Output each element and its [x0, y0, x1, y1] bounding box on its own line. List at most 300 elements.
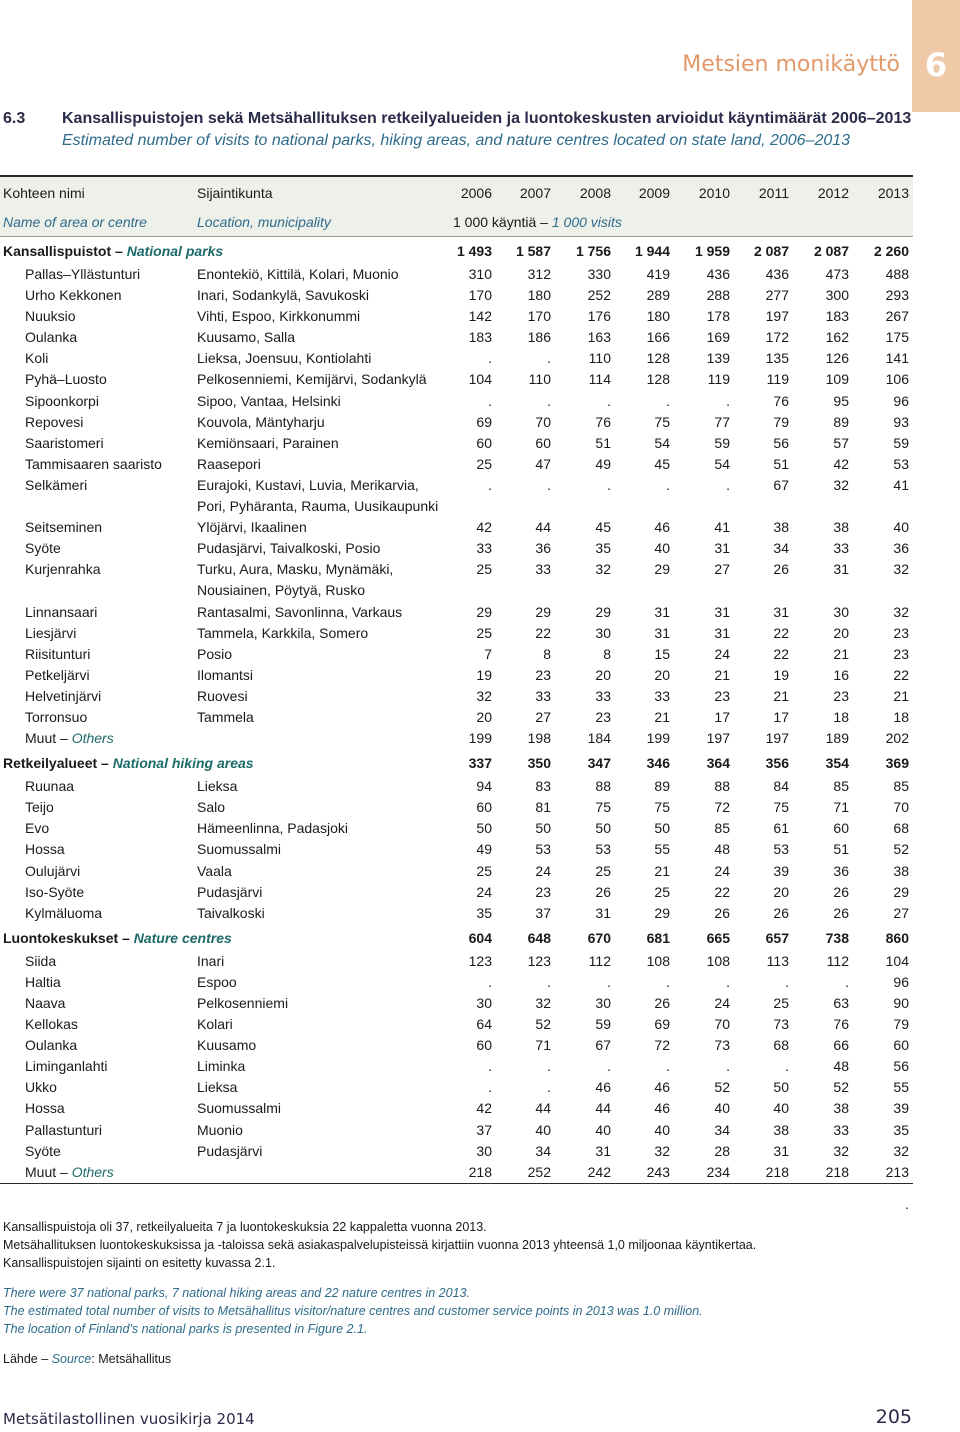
value-cell: 31 — [654, 603, 670, 620]
value-cell: 19 — [773, 666, 789, 683]
value-cell: 170 — [468, 287, 492, 304]
row-name-fi: Linnansaari — [25, 603, 98, 620]
table-row — [0, 903, 913, 924]
value-cell: 40 — [654, 1121, 670, 1138]
row-location: Raasepori — [197, 455, 261, 472]
value-cell: . — [547, 350, 551, 367]
value-cell: 20 — [476, 708, 492, 725]
row-name-fi: Tammisaaren saaristo — [25, 455, 162, 472]
row-location: Suomussalmi — [197, 841, 282, 858]
value-cell: . — [488, 392, 492, 409]
dash-separator: – — [56, 730, 72, 747]
row-name — [25, 519, 102, 535]
row-name-fi: Iso-Syöte — [25, 883, 85, 900]
value-cell: . — [785, 1058, 789, 1075]
table-row — [0, 707, 913, 728]
table-number: 6.3 — [3, 110, 26, 127]
table-row — [0, 285, 913, 306]
value-cell: 50 — [773, 1079, 789, 1096]
value-cell: 126 — [825, 350, 849, 367]
value-cell: 170 — [527, 308, 551, 325]
value-cell: . — [488, 1058, 492, 1075]
row-location: Pudasjärvi — [197, 1142, 263, 1159]
value-cell: 30 — [833, 603, 849, 620]
value-cell: 52 — [893, 841, 909, 858]
section-total-cell: 860 — [885, 929, 909, 946]
row-location-continued: Pori, Pyhäranta, Rauma, Uusikaupunki — [197, 497, 439, 514]
row-name-fi: Helvetinjärvi — [25, 687, 102, 704]
row-name-fi: Nuuksio — [25, 308, 76, 325]
value-cell: . — [607, 973, 611, 990]
value-cell: 197 — [706, 730, 730, 747]
row-location: Muonio — [197, 1121, 243, 1138]
value-cell: 108 — [706, 952, 730, 969]
value-cell: 38 — [893, 862, 909, 879]
value-cell: 47 — [535, 455, 551, 472]
value-cell: 45 — [654, 455, 670, 472]
value-cell: 300 — [825, 287, 849, 304]
value-cell: 33 — [535, 687, 551, 704]
value-cell: 46 — [654, 1100, 670, 1117]
value-cell: 24 — [714, 645, 730, 662]
table-row — [0, 665, 913, 686]
section-total-cell: 738 — [825, 929, 849, 946]
row-location: Tammela, Karkkila, Somero — [197, 624, 369, 641]
dash-separator: – — [56, 1163, 72, 1180]
row-name — [25, 287, 122, 303]
row-name — [25, 820, 49, 836]
value-cell: 35 — [595, 540, 611, 557]
value-cell: 183 — [468, 329, 492, 346]
row-name — [25, 799, 54, 815]
value-cell: 30 — [476, 995, 492, 1011]
value-cell: 52 — [714, 1079, 730, 1096]
value-cell: 59 — [893, 434, 909, 451]
value-cell: 119 — [707, 371, 730, 388]
value-cell: . — [547, 476, 551, 493]
value-cell: 33 — [833, 1121, 849, 1138]
row-name-fi: Muut — [25, 730, 57, 747]
row-name — [25, 414, 83, 430]
row-name — [25, 646, 90, 662]
source-label-fi: Lähde – — [3, 1352, 49, 1366]
value-cell: 53 — [773, 841, 789, 858]
table-row — [0, 433, 913, 454]
value-cell: . — [666, 973, 670, 990]
page-number: 205 — [875, 1406, 912, 1428]
value-cell: 267 — [885, 308, 909, 325]
value-cell: 277 — [765, 287, 789, 304]
visits-table — [0, 175, 913, 1184]
row-location: Lieksa — [197, 1079, 238, 1096]
value-cell: 40 — [535, 1121, 551, 1138]
row-location: Rantasalmi, Savonlinna, Varkaus — [197, 603, 403, 620]
value-cell: . — [547, 1058, 551, 1075]
value-cell: 289 — [646, 287, 670, 304]
value-cell: 30 — [595, 624, 611, 641]
section-name — [3, 755, 254, 771]
table-row — [0, 728, 913, 749]
value-cell: 31 — [595, 1142, 611, 1159]
row-name-fi: Seitseminen — [25, 519, 103, 536]
value-cell: 436 — [706, 266, 730, 282]
row-name — [25, 1016, 78, 1032]
table-row — [0, 454, 913, 475]
value-cell: 68 — [893, 820, 909, 837]
section-name-en: National parks — [126, 243, 224, 259]
value-cell: 21 — [773, 687, 789, 704]
value-cell: 96 — [893, 973, 909, 990]
header-row-fi — [0, 177, 913, 212]
value-cell: 72 — [654, 1037, 670, 1054]
value-cell: 31 — [714, 624, 730, 641]
row-location: Vihti, Espoo, Kirkkonummi — [197, 308, 361, 325]
row-name-fi: Muut — [25, 1163, 57, 1180]
value-cell: 330 — [587, 266, 611, 282]
value-cell: 21 — [833, 645, 849, 662]
value-cell: 76 — [595, 413, 611, 430]
row-name-fi: Riisitunturi — [25, 645, 91, 662]
row-location: Lieksa — [197, 778, 238, 795]
value-cell: 84 — [773, 778, 789, 795]
row-name-fi: Petkeljärvi — [25, 666, 90, 683]
value-cell: 112 — [826, 952, 849, 969]
section-name-fi: Kansallispuistot — [3, 243, 112, 259]
value-cell: 50 — [654, 820, 670, 837]
row-location: Posio — [197, 645, 233, 662]
row-name — [25, 477, 87, 493]
value-cell: 95 — [833, 392, 849, 409]
row-name — [25, 1037, 77, 1053]
value-cell: 22 — [714, 883, 730, 900]
row-location: Pudasjärvi — [197, 883, 263, 900]
value-cell: 310 — [468, 266, 492, 282]
value-cell: 31 — [773, 1142, 789, 1159]
value-cell: 40 — [595, 1121, 611, 1138]
value-cell: 38 — [833, 519, 849, 536]
row-name-fi: Oulujärvi — [25, 862, 81, 879]
value-cell: 72 — [714, 799, 730, 816]
table-row — [0, 264, 913, 285]
value-cell: 52 — [535, 1016, 551, 1033]
value-cell: 53 — [595, 841, 611, 858]
row-name — [25, 688, 101, 704]
value-cell: 83 — [535, 778, 551, 795]
section-total-cell: 347 — [587, 755, 611, 772]
value-cell: 178 — [706, 308, 730, 325]
row-name — [25, 709, 87, 725]
value-cell: 17 — [714, 708, 730, 725]
value-cell: 202 — [885, 730, 909, 747]
value-cell: 419 — [646, 266, 670, 282]
value-cell: 22 — [535, 624, 551, 641]
note-fi: Kansallispuistojen sijainti on esitetty kuvassa 2.1. — [3, 1256, 276, 1270]
row-name-fi: Kylmäluoma — [25, 904, 103, 921]
table-row — [0, 369, 913, 390]
row-name — [25, 1143, 61, 1159]
value-cell: 60 — [476, 434, 492, 451]
value-cell: 108 — [646, 952, 670, 969]
row-name-fi: Evo — [25, 820, 50, 837]
table-title-en: Estimated number of visits to national parks, hiking areas, and nature centres located on state land, 2006–2013 — [62, 132, 851, 149]
value-cell: 29 — [535, 603, 551, 620]
value-cell: 22 — [773, 645, 789, 662]
value-cell: 109 — [825, 371, 849, 388]
table-row — [0, 882, 913, 903]
value-cell: 189 — [825, 730, 849, 747]
row-name-fi: Koli — [25, 350, 49, 367]
value-cell: 42 — [476, 1100, 492, 1117]
value-cell: 169 — [706, 329, 730, 346]
table-row — [0, 1056, 913, 1077]
value-cell: 24 — [714, 862, 730, 879]
value-cell: 52 — [833, 1079, 849, 1096]
year-header: 2011 — [758, 185, 789, 201]
value-cell: 56 — [773, 434, 789, 451]
value-cell: 20 — [833, 624, 849, 641]
value-cell: 25 — [595, 862, 611, 879]
value-cell: 27 — [714, 561, 730, 578]
row-location: Kolari — [197, 1016, 233, 1033]
value-cell: 25 — [773, 995, 789, 1011]
row-name — [25, 350, 48, 366]
value-cell: 15 — [654, 645, 670, 662]
row-name-fi: Syöte — [25, 1142, 61, 1159]
section-total-cell: 657 — [765, 929, 789, 946]
row-location: Hämeenlinna, Padasjoki — [197, 820, 348, 837]
row-name-fi: Pallastunturi — [25, 1121, 103, 1138]
value-cell: 46 — [654, 1079, 670, 1096]
value-cell: 50 — [535, 820, 551, 837]
value-cell: 38 — [773, 519, 789, 536]
dash-separator: – — [97, 755, 113, 772]
value-cell: 312 — [527, 266, 551, 282]
value-cell: 213 — [885, 1163, 909, 1180]
value-cell: 71 — [833, 799, 849, 816]
table-row — [0, 1014, 913, 1035]
value-cell: . — [547, 392, 551, 409]
year-header: 2006 — [460, 185, 492, 201]
value-cell: 73 — [714, 1037, 730, 1054]
value-cell: 36 — [535, 540, 551, 557]
value-cell: 32 — [833, 476, 849, 493]
note-fi: Metsähallituksen luontokeskuksissa ja -taloissa sekä asiakaspalvelupisteissä kirjattiin vuonna 2013 yhteensä 1,0 miljoonaa käyntikertaa. — [3, 1238, 757, 1252]
row-name — [25, 266, 140, 282]
value-cell: 34 — [773, 540, 789, 557]
source-line — [3, 1350, 756, 1368]
value-cell: 44 — [595, 1100, 611, 1117]
value-cell: 114 — [588, 371, 611, 388]
notes — [3, 1218, 756, 1368]
row-name — [25, 456, 162, 472]
value-cell: . — [666, 392, 670, 409]
value-cell: 79 — [773, 413, 789, 430]
row-name-fi: Torronsuo — [25, 708, 88, 725]
value-cell: 113 — [766, 952, 789, 969]
row-name — [25, 1058, 108, 1074]
value-cell: 243 — [646, 1163, 670, 1180]
value-cell: 19 — [476, 666, 492, 683]
section-row — [0, 749, 913, 776]
value-cell: 50 — [595, 820, 611, 837]
row-location-continued: Nousiainen, Pöytyä, Rusko — [197, 582, 366, 599]
value-cell: 70 — [714, 1016, 730, 1033]
section-row — [0, 237, 913, 264]
value-cell: 40 — [654, 540, 670, 557]
section-total-cell: 1 959 — [694, 243, 730, 259]
table-row — [0, 644, 913, 665]
row-name — [25, 863, 80, 879]
table-row — [0, 1077, 913, 1098]
trailing-dot: . — [905, 1196, 909, 1212]
value-cell: 488 — [885, 266, 909, 282]
section-total-cell: 1 587 — [515, 243, 551, 259]
note-fi: Kansallispuistoja oli 37, retkeilyalueita 7 ja luontokeskuksia 22 kappaletta vuonna 2013. — [3, 1220, 487, 1234]
value-cell: 38 — [773, 1121, 789, 1138]
table-row — [0, 391, 913, 412]
row-name-fi: Pyhä–Luosto — [25, 371, 107, 388]
value-cell: 23 — [893, 624, 909, 641]
value-cell: . — [488, 476, 492, 493]
section-total-cell: 2 087 — [813, 243, 849, 259]
value-cell: 27 — [893, 904, 909, 921]
table-row — [0, 623, 913, 644]
value-cell: 60 — [476, 1037, 492, 1054]
value-cell: 218 — [765, 1163, 789, 1180]
table-row — [0, 839, 913, 860]
row-location: Taivalkoski — [197, 904, 265, 921]
row-location: Suomussalmi — [197, 1100, 282, 1117]
table-row — [0, 412, 913, 433]
row-name-fi: Teijo — [25, 799, 54, 816]
value-cell: 110 — [528, 371, 551, 388]
section-total-cell: 354 — [825, 755, 849, 772]
value-cell: 55 — [654, 841, 670, 858]
value-cell: 176 — [587, 308, 611, 325]
value-cell: 33 — [654, 687, 670, 704]
value-cell: 81 — [535, 799, 551, 816]
value-cell: 34 — [535, 1142, 551, 1159]
value-cell: . — [666, 1058, 670, 1075]
value-cell: 50 — [476, 820, 492, 837]
value-cell: . — [547, 1079, 551, 1096]
value-cell: 38 — [833, 1100, 849, 1117]
value-cell: 180 — [527, 287, 551, 304]
value-cell: . — [607, 1058, 611, 1075]
value-cell: 32 — [595, 561, 611, 578]
value-cell: 18 — [893, 708, 909, 725]
year-header: 2007 — [519, 185, 551, 201]
value-cell: . — [726, 476, 730, 493]
row-name — [25, 1164, 114, 1180]
note-en: The estimated total number of visits to Metsähallitus visitor/nature centres and customer service points in 2013 was 1.0 million. — [3, 1304, 703, 1318]
value-cell: 163 — [587, 329, 611, 346]
value-cell: 104 — [885, 952, 909, 969]
section-total-cell: 670 — [587, 929, 611, 946]
row-name-fi: Syöte — [25, 540, 61, 557]
value-cell: 33 — [535, 561, 551, 578]
value-cell: 25 — [654, 883, 670, 900]
value-cell: 79 — [893, 1016, 909, 1033]
value-cell: 89 — [833, 413, 849, 430]
value-cell: 35 — [893, 1121, 909, 1138]
year-header: 2010 — [698, 185, 730, 201]
row-name-fi: Repovesi — [25, 413, 84, 430]
section-title: Metsien monikäyttö — [682, 52, 900, 77]
value-cell: 23 — [535, 883, 551, 900]
row-name-fi: Naava — [25, 995, 66, 1011]
value-cell: 85 — [714, 820, 730, 837]
value-cell: 199 — [468, 730, 492, 747]
header-row-en — [0, 212, 913, 236]
value-cell: 55 — [893, 1079, 909, 1096]
value-cell: 197 — [765, 730, 789, 747]
value-cell: 49 — [476, 841, 492, 858]
value-cell: 96 — [893, 392, 909, 409]
value-cell: 70 — [535, 413, 551, 430]
value-cell: 21 — [654, 862, 670, 879]
value-cell: 436 — [765, 266, 789, 282]
section-total-cell: 648 — [527, 929, 551, 946]
value-cell: 112 — [588, 952, 611, 969]
row-name-fi: Haltia — [25, 973, 61, 990]
value-cell: . — [547, 973, 551, 990]
value-cell: 172 — [765, 329, 789, 346]
value-cell: 33 — [476, 540, 492, 557]
value-cell: 93 — [893, 413, 909, 430]
table-row — [0, 797, 913, 818]
value-cell: 252 — [527, 1163, 551, 1180]
value-cell: 31 — [595, 904, 611, 921]
value-cell: 77 — [714, 413, 730, 430]
value-cell: 42 — [476, 519, 492, 536]
value-cell: 29 — [893, 883, 909, 900]
table-header — [0, 177, 913, 237]
value-cell: 198 — [527, 730, 551, 747]
row-name — [25, 1079, 57, 1095]
value-cell: 90 — [893, 995, 909, 1011]
section-total-cell: 364 — [706, 755, 730, 772]
value-cell: 48 — [833, 1058, 849, 1075]
row-name — [25, 1100, 65, 1116]
value-cell: 88 — [714, 778, 730, 795]
value-cell: 218 — [468, 1163, 492, 1180]
section-total-cell: 346 — [646, 755, 670, 772]
value-cell: 104 — [468, 371, 492, 388]
year-header: 2008 — [579, 185, 611, 201]
value-cell: 60 — [535, 434, 551, 451]
value-cell: 26 — [773, 904, 789, 921]
section-total-cell: 2 260 — [873, 243, 909, 259]
value-cell: 25 — [476, 561, 492, 578]
col-location-header: Sijaintikunta — [197, 185, 273, 201]
value-cell: 46 — [595, 1079, 611, 1096]
section-total-cell: 337 — [468, 755, 492, 772]
value-cell: 26 — [654, 995, 670, 1011]
value-cell: 75 — [654, 799, 670, 816]
section-name — [3, 930, 232, 946]
value-cell: 8 — [603, 645, 611, 662]
value-cell: 22 — [893, 666, 909, 683]
dash-separator: – — [118, 929, 134, 946]
value-cell: 35 — [476, 904, 492, 921]
value-cell: 44 — [535, 1100, 551, 1117]
value-cell: 76 — [833, 1016, 849, 1033]
section-name — [3, 243, 223, 259]
value-cell: 40 — [773, 1100, 789, 1117]
value-cell: 69 — [654, 1016, 670, 1033]
source-label-en: Source — [51, 1352, 92, 1366]
